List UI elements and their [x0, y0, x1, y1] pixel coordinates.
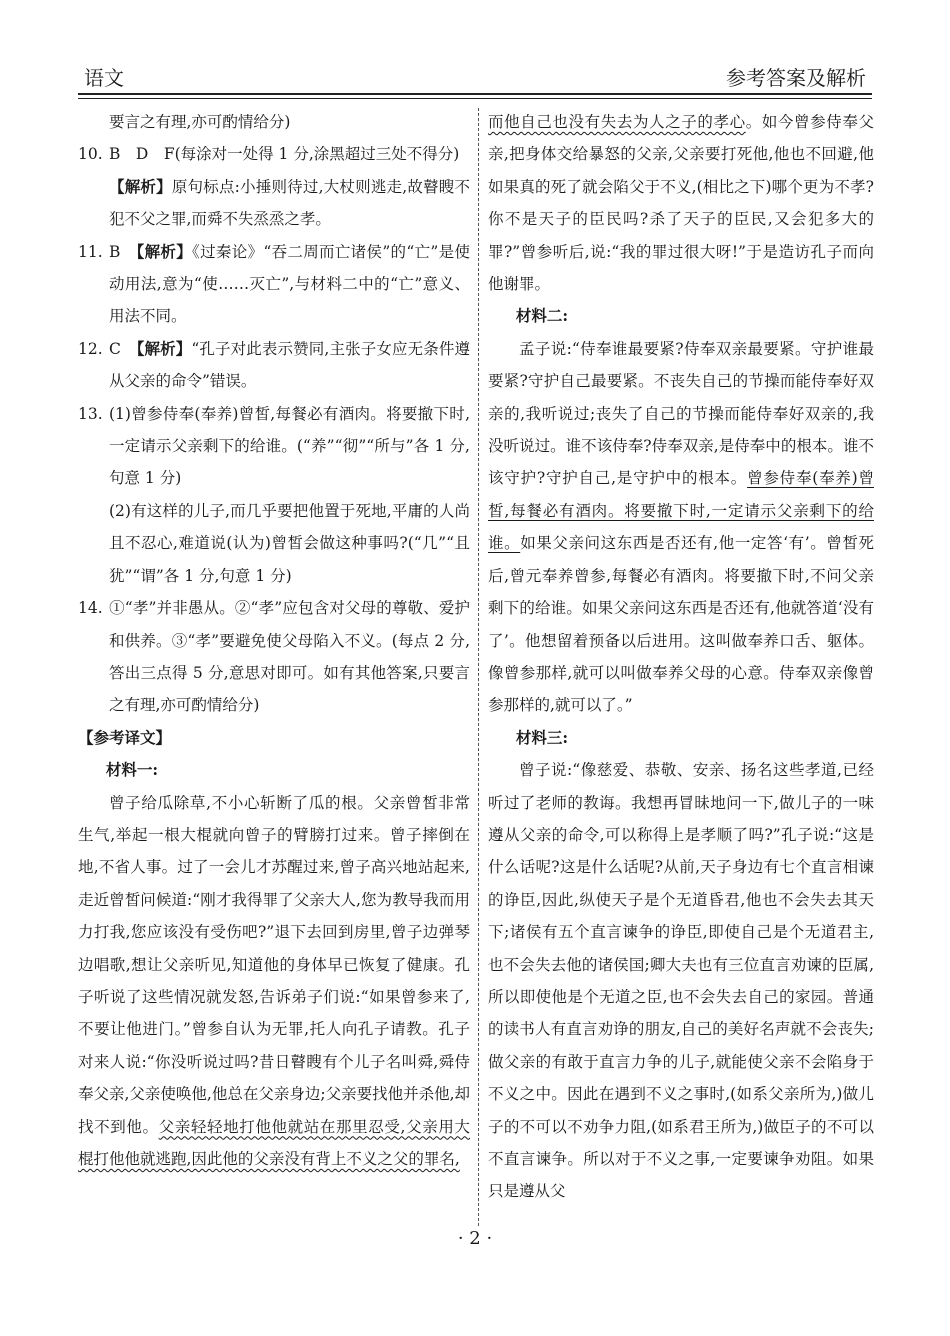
header-rule-thin	[78, 98, 872, 99]
answer-text: B D F(每涂对一处得 1 分,涂黑超过三处不得分)	[109, 145, 460, 164]
header-rule-thick	[78, 93, 872, 95]
underlined-text: 曾参侍奉(奉养)曾皙,每餐必有酒肉。将要撤下时,一定请示父亲剩下的给谁。	[488, 469, 874, 553]
answer-text: ①“孝”并非愚从。②“孝”应包含对父母的尊敬、爱护和供养。③“孝”要避免使父母陷入不义。(每点 2 分,答出三点得 5 分,意思对即可。如有其他答案,只要言之有理,亦可酌情给分)	[109, 599, 470, 715]
question-number: 13.	[78, 404, 103, 423]
reference-translation-title: 【参考译文】	[78, 727, 172, 747]
paragraph-text: 孟子说:“侍奉谁最要紧?侍奉双亲最要紧。守护谁最要紧?守护自己最要紧。不丧失自己的节操而能侍奉好双亲的,我听说过;丧失了自己的节操而能侍奉好双亲的,我没听说过。谁不该侍奉?侍奉双亲,是侍奉中的根本。谁不该守护?守护自己,是守护中的根本。	[488, 339, 874, 488]
material-one-continuation	[488, 106, 874, 300]
answer-13	[78, 398, 470, 495]
question-number: 12.	[78, 339, 103, 358]
analysis-label: 【解析】	[109, 176, 172, 196]
answer-choice: B	[109, 242, 121, 261]
material-two-text	[488, 333, 874, 722]
wavy-underlined-text: 父亲轻轻地打他他就站在那里忍受,父亲用大棍打他他就逃跑,因此他的父亲没有背上不义之父的罪名,	[78, 1117, 470, 1168]
material-one-title: 材料一:	[105, 760, 159, 780]
material-one-text	[78, 787, 470, 1176]
wavy-underlined-text: 而他自己也没有失去为人之子的孝心	[488, 113, 746, 131]
paragraph-text: 曾子给瓜除草,不小心斩断了瓜的根。父亲曾皙非常生气,举起一根大棍就向曾子的臂膀打过来。曾子摔倒在地,不省人事。过了一会儿才苏醒过来,曾子高兴地站起来,走近曾皙问候道:“刚才我得罪了父亲大人,您为教导我而用力打我,您应该没有受伤吧?”退下去回到房里,曾子边弹琴边唱歌,想让父亲听见,知道他的身体早已恢复了健康。孔子听说了这些情况就发怒,告诉弟子们说:“如果曾参来了,不要让他进门。”曾参自认为无罪,托人向孔子请教。孔子对来人说:“你没听说过吗?昔日瞽瞍有个儿子名叫舜,舜侍奉父亲,父亲使唤他,他总在父亲身边;父亲要找他并杀他,却找不到他。	[78, 793, 471, 1136]
answer-continuation: 要言之有理,亦可酌情给分)	[109, 113, 291, 131]
material-two-title: 材料二:	[515, 306, 569, 326]
page-header	[78, 54, 872, 94]
question-number: 14.	[78, 599, 103, 618]
answer-14	[78, 592, 470, 722]
analysis-text: 《过秦论》“吞二周而亡诸侯”的“亡”是使动用法,意为“使……灭亡”,与材料二中的“亡”意义、用法不同。	[109, 242, 470, 326]
page-number: · 2 ·	[457, 1228, 493, 1249]
answer-11	[78, 236, 470, 333]
answer-choice: C	[109, 339, 121, 358]
question-number: 10.	[78, 145, 103, 164]
analysis-label: 【解析】	[136, 338, 192, 358]
answer-10-analysis	[78, 171, 470, 236]
answer-10	[78, 138, 470, 170]
paragraph-text: 如果父亲问这东西是否还有,他一定答‘有’。曾皙死后,曾元奉养曾参,每餐必有酒肉。将要撤下时,不问父亲剩下的给谁。如果父亲问这东西是否还有,他就答道‘没有了’。他想留着预备以后进用。这叫做奉养口舌、躯体。像曾参那样,就可以叫做奉养父母的心意。侍奉双亲像曾参那样的,就可以了。”	[488, 534, 874, 715]
paragraph-text: 。如今曾参侍奉父亲,把身体交给暴怒的父亲,父亲要打死他,他也不回避,他如果真的死了就会陷父于不义,(相比之下)哪个更为不孝?你不是天子的臣民吗?杀了天子的臣民,又会犯多大的罪?”曾参听后,说:“我的罪过很大呀!”于是造访孔子而向他谢罪。	[488, 113, 874, 294]
analysis-text: “孔子对此表示赞同,主张子女应无条件遵从父亲的命令”错误。	[109, 339, 470, 391]
analysis-text: 原句标点:小捶则待过,大杖则逃走,故瞽瞍不犯不父之罪,而舜不失烝烝之孝。	[109, 177, 470, 229]
left-column	[78, 106, 470, 1175]
answer-text: (1)曾参侍奉(奉养)曾皙,每餐必有酒肉。将要撤下时,一定请示父亲剩下的给谁。(“养”“彻”“所与”各 1 分,句意 1 分)	[109, 404, 470, 488]
analysis-label: 【解析】	[136, 241, 193, 261]
answer-12	[78, 333, 470, 398]
column-divider	[478, 108, 479, 1226]
document-title: 参考答案及解析	[726, 66, 866, 90]
right-column	[488, 106, 874, 1208]
material-three-text: 曾子说:“像慈爱、恭敬、安亲、扬名这些孝道,已经听过了老师的教诲。我想再冒昧地问一下,做儿子的一味遵从父亲的命令,可以称得上是孝顺了吗?”孔子说:“这是什么话呢?这是什么话呢?从前,天子身边有七个直言相谏的诤臣,因此,纵使天子是个无道昏君,他也不会失去其天下;诸侯有五个直言谏争的诤臣,即使自己是个无道君主,也不会失去他的诸侯国;卿大夫也有三位直言劝谏的臣属,所以即使他是个无道之臣,也不会失去自己的家园。普通的读书人有直言劝诤的朋友,自己的美好名声就不会丧失;做父亲的有敢于直言力争的儿子,就能使父亲不会陷身于不义之中。因此在遇到不义之事时,(如系父亲所为,)做儿子的不可以不劝争力阻,(如系君王所为,)做臣子的不可以不直言谏争。所以对于不义之事,一定要谏争劝阻。如果只是遵从父	[488, 761, 874, 1201]
subject-label: 语文	[84, 66, 124, 90]
question-number: 11.	[78, 242, 103, 261]
material-three-title: 材料三:	[515, 727, 569, 747]
answer-13-part2: (2)有这样的儿子,而几乎要把他置于死地,平庸的人尚且不忍心,难道说(认为)曾皙会做这种事吗?(“几”“且犹”“谓”各 1 分,句意 1 分)	[109, 501, 470, 585]
